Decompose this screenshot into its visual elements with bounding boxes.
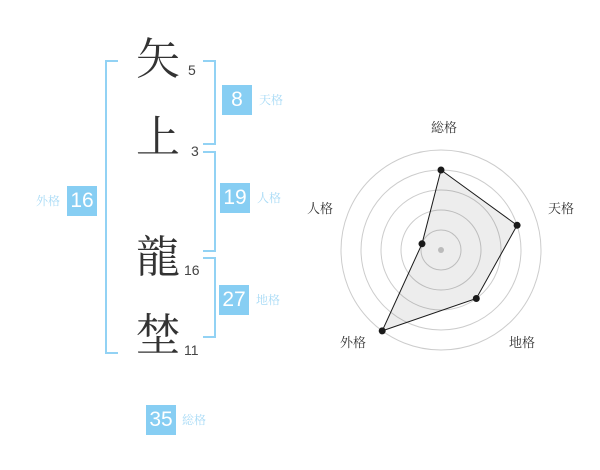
radar-axis-label-tenkaku: 天格 — [548, 201, 575, 216]
jinkaku-label: 人格 — [257, 191, 282, 205]
surname-char-2-strokes: 3 — [191, 143, 199, 159]
jinkaku-value-badge: 19 — [220, 183, 250, 213]
surname-char-2: 上 — [136, 113, 180, 162]
gaikaku-value-badge: 16 — [67, 186, 97, 216]
radar-axis-label-gaikaku: 外格 — [340, 335, 367, 350]
soukaku-label: 総格 — [182, 413, 207, 427]
tenkaku-bracket — [203, 60, 216, 145]
surname-char-1: 矢 — [136, 35, 180, 84]
radar-axis-label-soukaku: 総格 — [431, 120, 458, 135]
radar-axis-label-jinkaku: 人格 — [307, 201, 334, 216]
radar-chart — [331, 140, 551, 360]
gaikaku-label: 外格 — [36, 194, 61, 208]
chikaku-label: 地格 — [256, 293, 281, 307]
radar-axis-label-chikaku: 地格 — [509, 335, 536, 350]
soukaku-value-badge: 35 — [146, 405, 176, 435]
chikaku-bracket — [203, 257, 216, 338]
gaikaku-bracket — [105, 60, 118, 354]
given-char-2-strokes: 11 — [184, 342, 199, 358]
given-char-1-strokes: 16 — [184, 262, 200, 278]
given-char-1: 龍 — [136, 233, 180, 282]
tenkaku-value-badge: 8 — [222, 85, 252, 115]
chikaku-value-badge: 27 — [219, 285, 249, 315]
given-char-2: 埜 — [136, 311, 180, 360]
surname-char-1-strokes: 5 — [188, 62, 196, 78]
tenkaku-label: 天格 — [259, 93, 284, 107]
jinkaku-bracket — [203, 151, 216, 252]
